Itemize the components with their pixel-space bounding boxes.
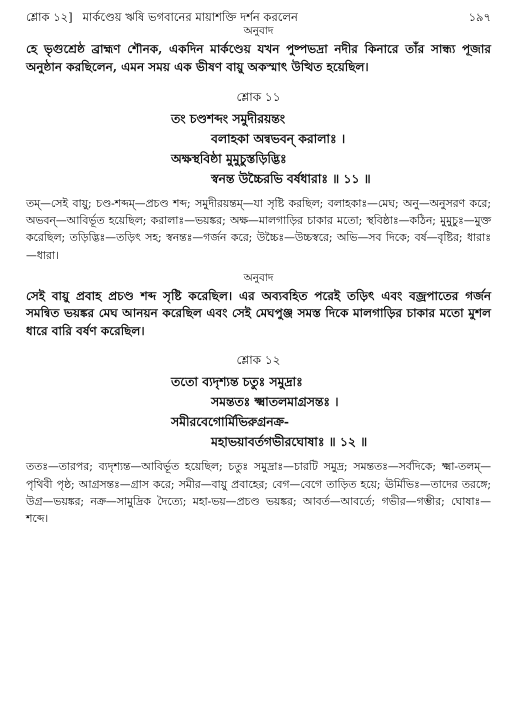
verse-12-title: শ্লোক ১২: [236, 353, 281, 368]
running-header: [26, 0, 491, 22]
verse-11: [26, 109, 491, 189]
translation-2: সেই বায়ু প্রবাহ প্রচণ্ড শব্দ সৃষ্টি করেছিল। এর অব্যবহিত পরেই তড়িৎ এবং বজ্রপাতের গর্জন সমন্বিত ভয়ঙ্কর মেঘ আনয়ন করেছিল এবং সেই মেঘপুঞ্জ সমস্ত দিকে মালগাড়ির চাকার মতো মুশল ধারে বারি বর্ষণ করেছিল।: [26, 288, 491, 338]
verse-12-line-3: সমীরবেগোর্মিভিরুগ্রনক্র-: [171, 414, 289, 430]
header-left: [26, 9, 298, 22]
translation-1: হে ভৃগুশ্রেষ্ঠ ব্রাহ্মণ শৌনক, একদিন মার্কণ্ডেয় যখন পুষ্পভদ্রা নদীর কিনারে তাঁর সান্ধ্য পূজার অনুষ্ঠান করছিলেন, এমন সময় এক ভীষণ বায়ু অকস্মাৎ উত্থিত হয়েছিল।: [26, 42, 491, 74]
verse-12-line-2: সমন্ততঃ ক্ষ্মাতলমাগ্রসন্তঃ ।: [211, 394, 339, 410]
verse-11-line-1: তং চণ্ডশব্দং সমুদীরয়ন্তং: [171, 111, 286, 126]
translation-label-1: অনুবাদ: [243, 25, 274, 37]
verse-12-line-4: মহাভয়াবর্তগভীরঘোষাঃ ॥ ১২ ॥: [211, 434, 368, 450]
verse-11-title: শ্লোক ১১: [236, 90, 281, 104]
synonyms-11: তম্—সেই বায়ু; চণ্ড-শব্দম্—প্রচণ্ড শব্দ; সমুদীরয়ন্তম্—যা সৃষ্টি করছিল; বলাহকাঃ—মেঘ; অনু—অনুসরণ করে; অভবন্—আবির্ভূত হয়েছিল; করালাঃ—ভয়ঙ্কর; অক্ষ—মালগাড়ির চাকার মতো; স্থবিষ্ঠাঃ—কঠিন; মুমুচুঃ—মুক্ত করেছিল; তড়িদ্ভিঃ—তড়িৎ সহ; স্বনন্তঃ—গর্জন করে; উচ্চৈঃ—উচ্চস্বরে; অভি—সব দিকে; বর্ষ—বৃষ্টির; ধারাঃ—ধারা।: [26, 197, 491, 262]
verse-11-line-2: বলাহকা অন্বভবন্ করালাঃ ।: [211, 131, 346, 146]
page-number: ১৯৭: [468, 10, 491, 24]
verse-11-line-3: অক্ষস্থবিষ্ঠা মুমুচুস্তড়িদ্ভিঃ: [171, 151, 287, 166]
translation-label-2: অনুবাদ: [243, 271, 274, 284]
verse-12-line-1: ততো ব্যদৃশ্যন্ত চতুঃ সমুদ্রাঃ: [171, 374, 303, 390]
verse-12: [26, 372, 491, 452]
header-chapter-title: মার্কণ্ডেয় ঋষি ভগবানের মায়াশক্তি দর্শন করলেন: [82, 10, 298, 24]
header-verse-ref: শ্লোক ১২]: [26, 10, 73, 24]
synonyms-12: ততঃ—তারপর; ব্যদৃশ্যন্ত—আবির্ভূত হয়েছিল; চতুঃ সমুদ্রাঃ—চারটি সমুদ্র; সমন্ততঃ—সর্বদিকে; ক্ষ্মা-তলম্—পৃথিবী পৃষ্ঠ; আগ্রসন্তঃ—গ্রাস করে; সমীর—বায়ু প্রবাহের; বেগ—বেগে তাড়িত হয়ে; ঊর্মিভিঃ—তাদের তরঙ্গে; উগ্র—ভয়ঙ্কর; নক্র—সামুদ্রিক দৈত্যে; মহা-ভয়—প্রচণ্ড ভয়ঙ্কর; আবর্ত—আবর্তে; গভীর—গম্ভীর; ঘোষাঃ—শব্দে।: [26, 460, 491, 525]
verse-11-line-4: স্বনন্ত উচ্চৈরভি বর্ষধারাঃ ॥ ১১ ॥: [211, 171, 371, 186]
